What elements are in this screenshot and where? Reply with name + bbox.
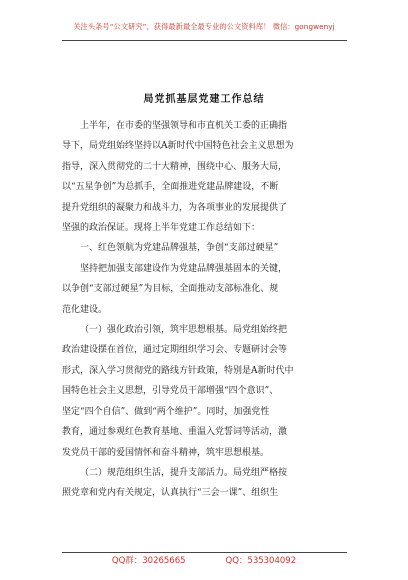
header-banner: 关注头条号“公文研究”，获得最新最全最专业的公文资料库！ 微信：gongwenyj [73, 22, 335, 31]
body-line: 坚强的政治保证。现将上半年党建工作总结如下： [62, 223, 261, 234]
header-divider [62, 40, 347, 41]
footer-divider [62, 552, 347, 553]
body-line: 上半年，在市委的坚强领导和市直机关工委的正确指 [80, 121, 288, 131]
body-line: 导下，局党组始终坚持以A新时代中国特色社会主义思想为 [62, 141, 294, 152]
body-line: 坚持把加强支部建设作为党建品牌强基固本的关键， [80, 263, 288, 274]
section-heading: 一、红色领航为党建品牌强基，争创“支部过硬星” [80, 243, 279, 254]
document-body [62, 116, 348, 504]
body-line: 政治建设摆在首位，通过定期组织学习会、专题研讨会等 [62, 345, 288, 356]
body-line: 国特色社会主义思想，引导党员干部增强“四个意识”、 [62, 386, 279, 397]
subsection-line: （一）强化政治引领，筑牢思想根基。局党组始终把 [80, 325, 288, 336]
body-line: 发党员干部的爱国情怀和奋斗精神，筑牢思想根基。 [62, 447, 270, 458]
footer [0, 554, 408, 566]
body-line: 以争创“支部过硬星”为目标，全面推动支部标准化、规 [62, 284, 279, 295]
subsection-line: （二）规范组织生活，提升支部活力。局党组严格按 [80, 467, 288, 478]
body-line: 指导，深入贯彻党的二十大精神，围绕中心、服务大局， [62, 161, 288, 172]
footer-qq-contact: QQ：535304092 [225, 556, 297, 566]
body-line: 形式，深入学习贯彻党的路线方针政策，特别是A新时代中 [62, 365, 294, 376]
footer-qq-group: QQ群：30265665 [111, 556, 186, 566]
body-line: 提升党组织的凝聚力和战斗力，为各项事业的发展提供了 [62, 202, 288, 213]
body-line: 教育，通过参观红色教育基地、重温入党誓词等活动，激 [62, 427, 288, 438]
body-line: 照党章和党内有关规定，认真执行“三会一课”、组织生 [62, 488, 279, 499]
body-line: 以“五星争创”为总抓手，全面推进党建品牌建设，不断 [62, 182, 279, 193]
body-line: 坚定“四个自信”、做到“两个维护”。同时，加强党性 [62, 406, 270, 417]
body-line: 范化建设。 [62, 304, 108, 315]
document-title: 局党抓基层党建工作总结 [143, 94, 265, 105]
